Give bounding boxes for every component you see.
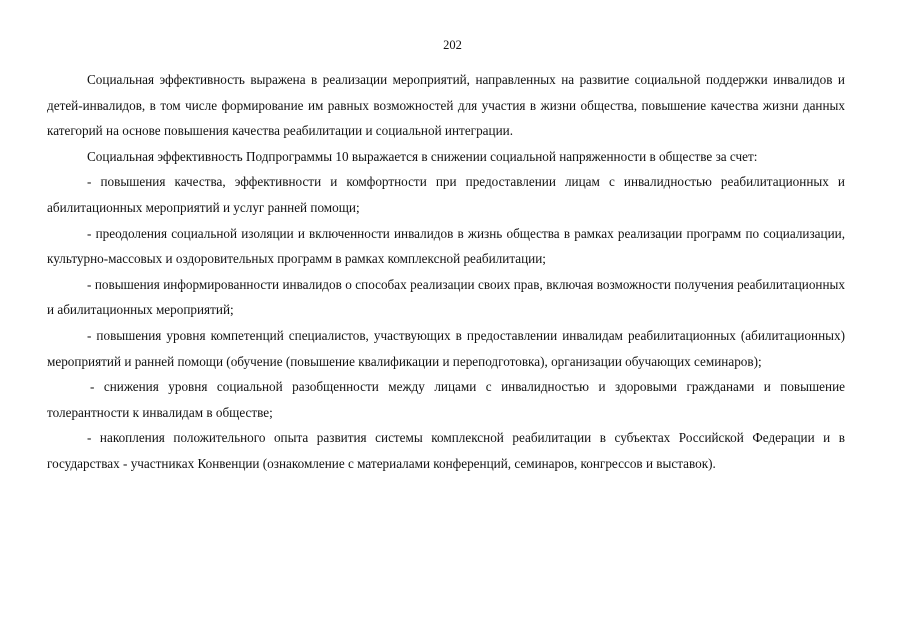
list-item-tolerance: - снижения уровня социальной разобщенности между лицами с инвалидностью и здоровыми гражданами и повышение толерантности к инвалидам в обществе; xyxy=(47,379,845,420)
paragraph-subprogram-effectiveness: Социальная эффективность Подпрограммы 10 выражается в снижении социальной напряженности в обществе за счет: xyxy=(87,148,758,164)
list-item-overcoming-isolation: - преодоления социальной изоляции и включенности инвалидов в жизнь общества в рамках реализации программ по социализации, культурно-массовых и оздоровительных программ в рамках комплексной реабилитации; xyxy=(47,225,845,267)
list-item-quality-improvement: - повышения качества, эффективности и комфортности при предоставлении лицам с инвалидностью реабилитационных и абилитационных мероприятий и услуг ранней помощи; xyxy=(47,174,845,215)
document-body xyxy=(47,67,845,477)
list-item-specialist-competence: - повышения уровня компетенций специалистов, участвующих в предоставлении инвалидам реабилитационных (абилитационных) мероприятий и ранней помощи (обучение (повышение квалификации и переподготовка), организации обучающих семинаров); xyxy=(47,327,845,369)
list-item-awareness: - повышения информированности инвалидов о способах реализации своих прав, включая возможности получения реабилитационных и абилитационных мероприятий; xyxy=(47,276,845,318)
page-number: 202 xyxy=(443,38,462,52)
paragraph-social-effectiveness: Социальная эффективность выражена в реализации мероприятий, направленных на развитие социальной поддержки инвалидов и детей-инвалидов, в том числе формирование им равных возможностей для участия в жизни общества, повышение качества жизни данных категорий на основе повышения качества реабилитации и социальной интеграции. xyxy=(47,72,845,139)
list-item-experience: - накопления положительного опыта развития системы комплексной реабилитации в субъектах Российской Федерации и в государствах - участниках Конвенции (ознакомление с материалами конференций, семинаров, конгрессов и выставок). xyxy=(47,430,845,471)
